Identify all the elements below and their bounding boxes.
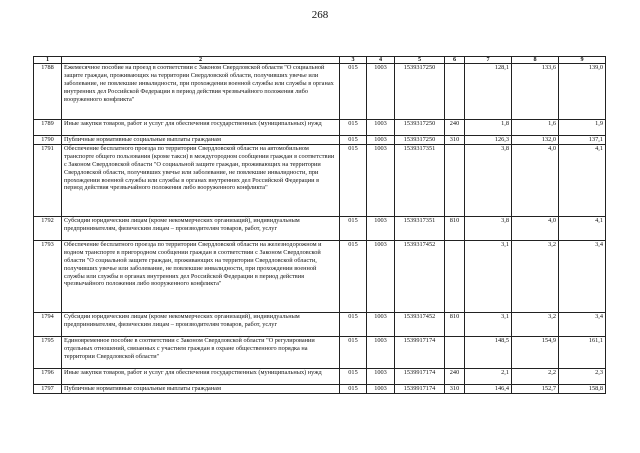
budget-table: [33, 56, 606, 394]
table-row: [34, 368, 606, 384]
row-number: 1797: [34, 384, 62, 393]
row-code-expense-type: 810: [445, 312, 465, 336]
row-code-target: 1539317351: [395, 216, 445, 240]
row-number: 1791: [34, 144, 62, 216]
row-number: 1793: [34, 240, 62, 312]
row-code-ministry: 015: [340, 312, 367, 336]
row-code-ministry: 015: [340, 216, 367, 240]
row-amount-year-2: 2,2: [512, 368, 559, 384]
row-number: 1794: [34, 312, 62, 336]
row-amount-year-1: 128,1: [465, 64, 512, 120]
row-amount-year-3: 4,1: [559, 216, 606, 240]
table-row: [34, 120, 606, 136]
column-header: 8: [512, 57, 559, 64]
row-description: Субсидии юридическим лицам (кроме некоммерческих организаций), индивидуальным предпринимателям, физическим лицам – производителям товаров, работ, услуг: [62, 216, 340, 240]
row-code-section: 1003: [367, 384, 395, 393]
row-amount-year-2: 154,9: [512, 336, 559, 368]
row-code-expense-type: 240: [445, 368, 465, 384]
row-code-ministry: 015: [340, 240, 367, 312]
row-code-expense-type: [445, 144, 465, 216]
row-code-expense-type: 310: [445, 136, 465, 145]
row-code-target: 1539917174: [395, 384, 445, 393]
row-amount-year-1: 2,1: [465, 368, 512, 384]
row-amount-year-3: 3,4: [559, 240, 606, 312]
row-description: Публичные нормативные социальные выплаты гражданам: [62, 136, 340, 145]
row-amount-year-2: 3,2: [512, 312, 559, 336]
column-header: 1: [34, 57, 62, 64]
row-code-ministry: 015: [340, 336, 367, 368]
row-code-section: 1003: [367, 240, 395, 312]
row-code-target: 1539317452: [395, 312, 445, 336]
row-code-target: 1539317452: [395, 240, 445, 312]
row-number: 1788: [34, 64, 62, 120]
row-code-target: 1539917174: [395, 336, 445, 368]
row-code-ministry: 015: [340, 368, 367, 384]
row-code-section: 1003: [367, 144, 395, 216]
row-description: Иные закупки товаров, работ и услуг для обеспечения государственных (муниципальных) нужд: [62, 120, 340, 136]
row-description: Единовременное пособие в соответствии с Законом Свердловской области "О регулировании отдельных отношений, связанных с участием граждан в охране общественного порядка на территории Свердловской области": [62, 336, 340, 368]
row-code-ministry: 015: [340, 64, 367, 120]
row-code-expense-type: 310: [445, 384, 465, 393]
row-number: 1795: [34, 336, 62, 368]
row-code-target: 1539317351: [395, 144, 445, 216]
row-description: Обеспечение бесплатного проезда по территории Свердловской области на железнодорожном и водном транспорте в пригородном сообщении граждан в соответствии с Законом Свердловской области "О социальной защите граждан, проживающих на территории Свердловской области, получивших увечье или заболевание, не повлекшие инвалидности, при прохождении военной службы или службы в органах внутренних дел Российской Федерации в период действия чрезвычайного положения либо вооруженного конфликта": [62, 240, 340, 312]
page-number: 268: [311, 9, 329, 21]
row-number: 1789: [34, 120, 62, 136]
row-code-ministry: 015: [340, 384, 367, 393]
row-description: Иные закупки товаров, работ и услуг для обеспечения государственных (муниципальных) нужд: [62, 368, 340, 384]
column-header: 2: [62, 57, 340, 64]
row-code-target: 1539317250: [395, 64, 445, 120]
row-amount-year-1: 126,3: [465, 136, 512, 145]
column-header: 6: [445, 57, 465, 64]
row-code-target: 1539917174: [395, 368, 445, 384]
column-header: 3: [340, 57, 367, 64]
table-row: [34, 136, 606, 145]
row-amount-year-2: 4,0: [512, 216, 559, 240]
row-amount-year-1: 3,8: [465, 144, 512, 216]
row-amount-year-1: 1,8: [465, 120, 512, 136]
row-code-section: 1003: [367, 64, 395, 120]
row-amount-year-3: 2,3: [559, 368, 606, 384]
column-header: 5: [395, 57, 445, 64]
table-row: [34, 64, 606, 120]
row-number: 1790: [34, 136, 62, 145]
column-header: 9: [559, 57, 606, 64]
row-amount-year-2: 1,6: [512, 120, 559, 136]
row-code-target: 1539317250: [395, 120, 445, 136]
row-amount-year-1: 3,1: [465, 240, 512, 312]
row-amount-year-3: 158,8: [559, 384, 606, 393]
row-code-expense-type: 810: [445, 216, 465, 240]
row-amount-year-2: 152,7: [512, 384, 559, 393]
row-description: Публичные нормативные социальные выплаты гражданам: [62, 384, 340, 393]
table-row: [34, 384, 606, 393]
row-code-ministry: 015: [340, 136, 367, 145]
table-row: [34, 216, 606, 240]
row-amount-year-1: 148,5: [465, 336, 512, 368]
row-amount-year-1: 3,1: [465, 312, 512, 336]
row-amount-year-1: 3,8: [465, 216, 512, 240]
row-amount-year-3: 137,1: [559, 136, 606, 145]
row-amount-year-3: 4,1: [559, 144, 606, 216]
row-code-section: 1003: [367, 336, 395, 368]
row-number: 1796: [34, 368, 62, 384]
row-code-section: 1003: [367, 216, 395, 240]
row-amount-year-2: 133,6: [512, 64, 559, 120]
row-description: Субсидии юридическим лицам (кроме некоммерческих организаций), индивидуальным предпринимателям, физическим лицам – производителям товаров, работ, услуг: [62, 312, 340, 336]
row-code-section: 1003: [367, 368, 395, 384]
row-code-expense-type: [445, 64, 465, 120]
row-number: 1792: [34, 216, 62, 240]
row-amount-year-3: 1,9: [559, 120, 606, 136]
row-description: Ежемесячное пособие на проезд в соответствии с Законом Свердловской области "О социальной защите граждан, проживающих на территории Свердловской области, получивших увечье или заболевание, не повлекшие инвалидности, при прохождении военной службы или службы в органах внутренних дел Российской Федерации в период действия чрезвычайного положения либо вооруженного конфликта": [62, 64, 340, 120]
row-code-ministry: 015: [340, 120, 367, 136]
row-code-expense-type: 240: [445, 120, 465, 136]
row-code-expense-type: [445, 240, 465, 312]
row-code-section: 1003: [367, 120, 395, 136]
table-row: [34, 312, 606, 336]
row-code-section: 1003: [367, 312, 395, 336]
row-description: Обеспечение бесплатного проезда по территории Свердловской области на автомобильном транспорте общего пользования (кроме такси) в междугородном сообщении граждан в соответствии с Законом Свердловской области "О социальной защите граждан, проживающих на территории Свердловской области, получивших увечье или заболевание, не повлекшие инвалидности, при прохождении военной службы или службы в органах внутренних дел Российской Федерации в период действия чрезвычайного положения либо вооруженного конфликта": [62, 144, 340, 216]
table-row: [34, 240, 606, 312]
table-header-row: [34, 57, 606, 64]
row-amount-year-3: 161,1: [559, 336, 606, 368]
row-code-expense-type: [445, 336, 465, 368]
row-code-ministry: 015: [340, 144, 367, 216]
row-code-section: 1003: [367, 136, 395, 145]
row-code-target: 1539317250: [395, 136, 445, 145]
table-row: [34, 336, 606, 368]
table-row: [34, 144, 606, 216]
row-amount-year-2: 3,2: [512, 240, 559, 312]
row-amount-year-1: 146,4: [465, 384, 512, 393]
table-body: [34, 64, 606, 394]
row-amount-year-2: 132,0: [512, 136, 559, 145]
row-amount-year-3: 139,0: [559, 64, 606, 120]
row-amount-year-3: 3,4: [559, 312, 606, 336]
column-header: 7: [465, 57, 512, 64]
column-header: 4: [367, 57, 395, 64]
row-amount-year-2: 4,0: [512, 144, 559, 216]
